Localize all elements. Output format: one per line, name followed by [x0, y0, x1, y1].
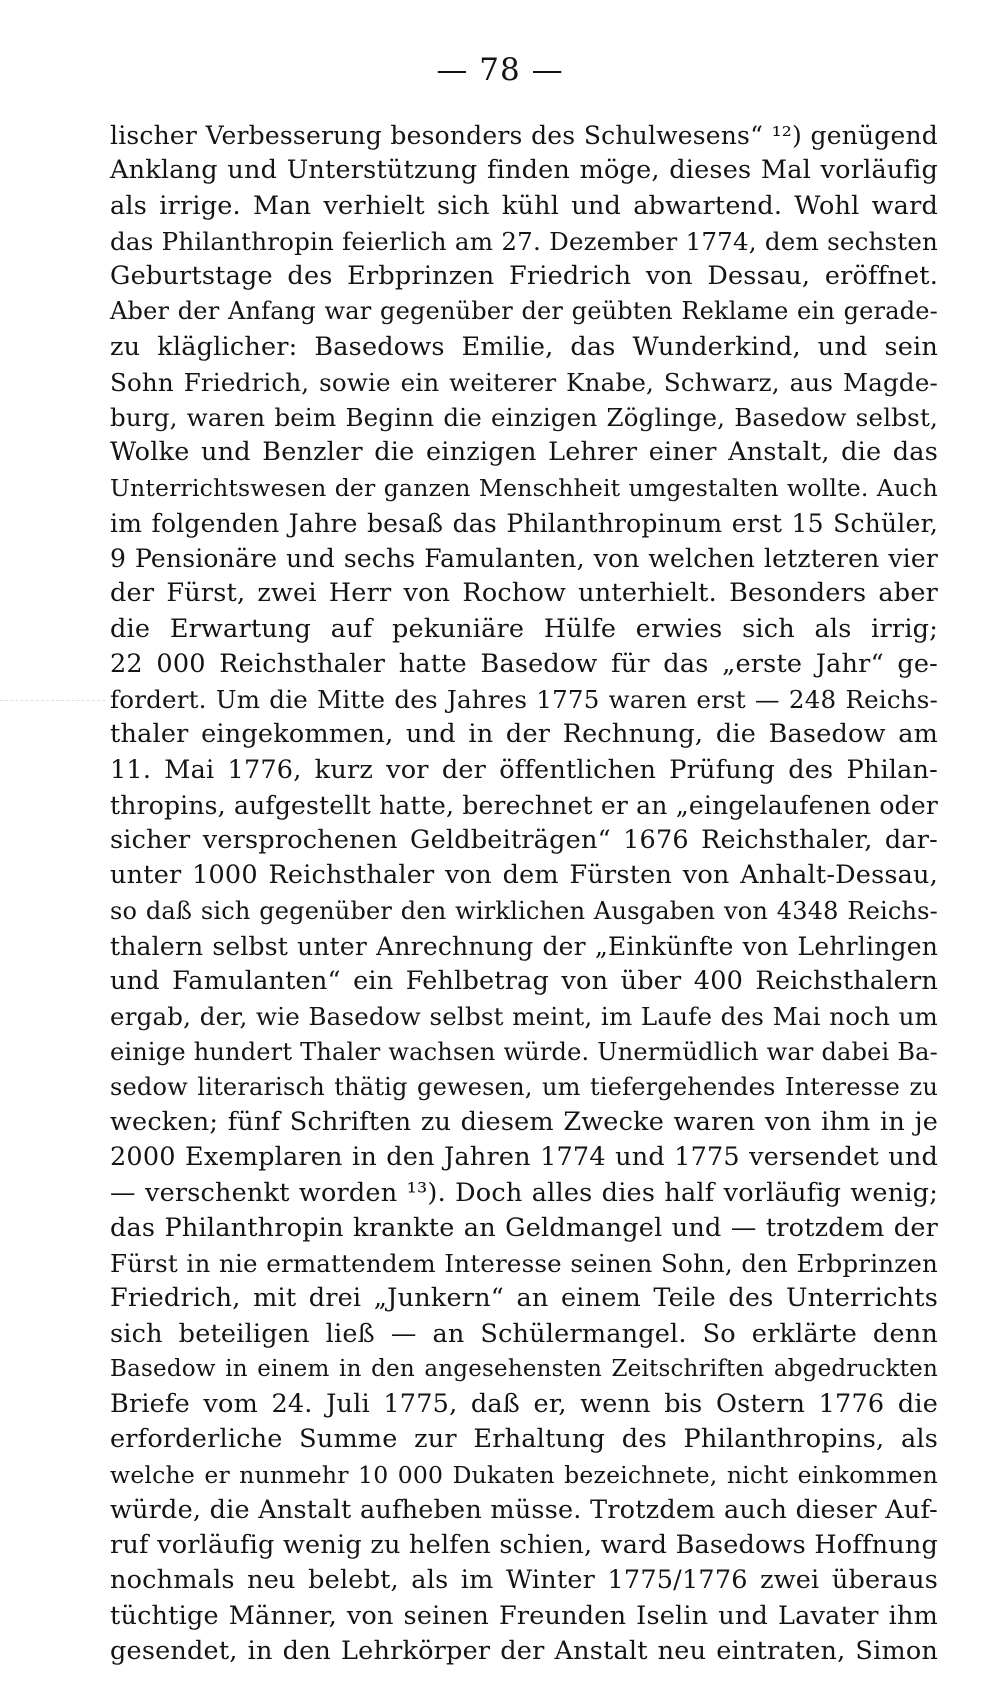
text-line: gesendet, in den Lehrkörper der Anstalt neu eintraten, Simon	[110, 1635, 938, 1666]
text-line: als irrige. Man verhielt sich kühl und abwartend. Wohl ward	[110, 190, 938, 221]
text-line: welche er nunmehr 10 000 Dukaten bezeichnete, nicht einkommen	[110, 1460, 938, 1489]
text-line: — verschenkt worden ¹³). Doch alles dies half vorläufig wenig;	[110, 1177, 938, 1208]
text-line: lischer Verbesserung besonders des Schulwesens“ ¹²) genügend	[110, 121, 938, 150]
text-line: Friedrich, mit drei „Junkern“ an einem Teile des Unterrichts	[110, 1283, 938, 1314]
text-line: thalern selbst unter Anrechnung der „Einkünfte von Lehrlingen	[110, 931, 938, 961]
text-line: das Philanthropin feierlich am 27. Dezember 1774, dem sechsten	[110, 226, 938, 256]
text-line: der Fürst, zwei Herr von Rochow unterhielt. Besonders aber	[110, 578, 938, 609]
text-line: unter 1000 Reichsthaler von dem Fürsten von Anhalt-Dessau,	[110, 860, 938, 891]
text-line: fordert. Um die Mitte des Jahres 1775 waren erst — 248 Reichs-	[110, 685, 938, 714]
text-line: im folgenden Jahre besaß das Philanthropinum erst 15 Schüler,	[110, 508, 938, 538]
text-line: thropins, aufgestellt hatte, berechnet er an „eingelaufenen oder	[110, 790, 938, 820]
text-line: 2000 Exemplaren in den Jahren 1774 und 1775 versendet und	[110, 1142, 938, 1173]
text-line: Aber der Anfang war gegenüber der geübten Reklame ein gerade-	[110, 297, 938, 326]
text-line: Anklang und Unterstützung finden möge, dieses Mal vorläufig	[110, 155, 938, 186]
text-line: Geburtstage des Erbprinzen Friedrich von Dessau, eröffnet.	[110, 261, 938, 291]
text-line: Briefe vom 24. Juli 1775, daß er, wenn bis Ostern 1776 die	[110, 1389, 938, 1419]
text-line: einige hundert Thaler wachsen würde. Unermüdlich war dabei Ba-	[110, 1037, 938, 1066]
text-line: nochmals neu belebt, als im Winter 1775/1776 zwei überaus	[110, 1565, 938, 1596]
text-line: zu kläglicher: Basedows Emilie, das Wunderkind, und sein	[110, 331, 938, 362]
text-line: und Famulanten“ ein Fehlbetrag von über 400 Reichsthalern	[110, 966, 938, 996]
text-line: burg, waren beim Beginn die einzigen Zöglinge, Basedow selbst,	[110, 403, 938, 432]
text-line: 22 000 Reichsthaler hatte Basedow für das „erste Jahr“ ge-	[110, 648, 938, 679]
text-line: Wolke und Benzler die einzigen Lehrer einer Anstalt, die das	[110, 437, 938, 468]
page-number: — 78 —	[436, 52, 564, 88]
margin-mark	[0, 700, 105, 703]
text-line: das Philanthropin krankte an Geldmangel und — trotzdem der	[110, 1212, 938, 1243]
text-line: 11. Mai 1776, kurz vor der öffentlichen Prüfung des Philan-	[110, 754, 938, 785]
text-line: Fürst in nie ermattendem Interesse seinen Sohn, den Erbprinzen	[110, 1249, 938, 1278]
text-line: so daß sich gegenüber den wirklichen Ausgaben von 4348 Reichs-	[110, 896, 938, 925]
text-line: Sohn Friedrich, sowie ein weiterer Knabe, Schwarz, aus Magde-	[110, 367, 938, 397]
text-line: wecken; fünf Schriften zu diesem Zwecke waren von ihm in je	[110, 1107, 938, 1137]
text-line: Basedow in einem in den angesehensten Zeitschriften abgedruckten	[110, 1355, 938, 1382]
body-text	[110, 118, 938, 1669]
text-line: sich beteiligen ließ — an Schülermangel. So erklärte denn	[110, 1318, 938, 1349]
text-line: erforderliche Summe zur Erhaltung des Philanthropins, als	[110, 1424, 938, 1455]
text-line: sedow literarisch thätig gewesen, um tiefergehendes Interesse zu	[110, 1072, 938, 1101]
text-line: Unterrichtswesen der ganzen Menschheit umgestalten wollte. Auch	[110, 473, 938, 502]
text-line: die Erwartung auf pekuniäre Hülfe erwies sich als irrig;	[110, 613, 938, 644]
text-line: tüchtige Männer, von seinen Freunden Iselin und Lavater ihm	[110, 1600, 938, 1631]
text-line: ruf vorläufig wenig zu helfen schien, ward Basedows Hoffnung	[110, 1530, 938, 1560]
text-line: 9 Pensionäre und sechs Famulanten, von welchen letzteren vier	[110, 544, 938, 573]
text-line: würde, die Anstalt aufheben müsse. Trotzdem auch dieser Auf-	[110, 1494, 938, 1525]
text-line: sicher versprochenen Geldbeiträgen“ 1676 Reichsthaler, dar-	[110, 825, 938, 855]
text-line: thaler eingekommen, und in der Rechnung, die Basedow am	[110, 719, 938, 750]
text-line: ergab, der, wie Basedow selbst meint, im Laufe des Mai noch um	[110, 1002, 938, 1032]
